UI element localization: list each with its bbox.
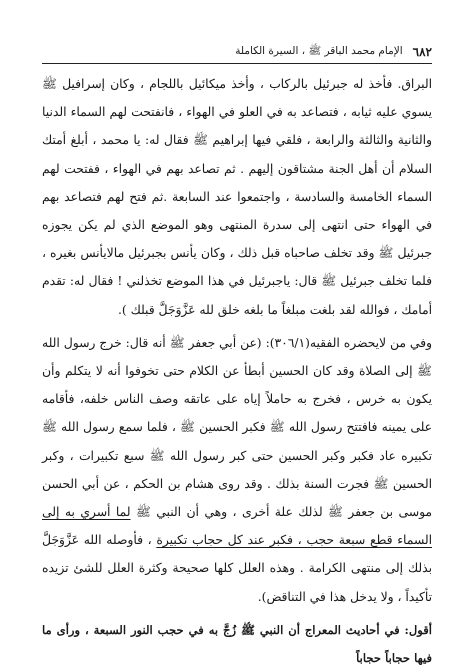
running-title: الإمام محمد الباقر ﷺ ، السيرة الكاملة	[235, 44, 403, 57]
page-number: ٦٨٢	[412, 45, 432, 59]
paragraph-isra-narration	[42, 70, 432, 324]
paragraph-faqih-narration	[42, 329, 432, 611]
paragraph-text-continued: ، فأوصله الله عَزَّوَجَلَّ بذلك إلى منتهى الكرامة . وهذه العلل كلها صحيحة وكثرة العلل للشئ تزيده تأكيداً ، ولا يدخل هذا في التناقض).	[42, 533, 432, 604]
paragraph-text: أقول: في أحاديث المعراج أن النبي ﷺ زُجَّ به في حجب النور السبعة ، ورأى ما فيها حجاباً حجاباً	[42, 622, 432, 666]
body-text	[42, 70, 432, 672]
paragraph-text: البراق. فأخذ له جبرئيل بالركاب ، وأخذ ميكائيل باللجام ، وكان إسرافيل ﷺ يسوي عليه ثيابه ، فتصاعد به في العلو في الهواء ، فانفتحت لهم السماء الدنيا والثانية والثالثة والرابعة ، فلقي فيها إبراهيم ﷺ فقال له: يا محمد ، أبلغ أمتك السلام أن أهل الجنة مشتاقون إليهم . ثم تصاعد بهم في الهواء ، ففتحت لهم السماء الخامسة والسادسة ، واجتمعوا عند السابعة .ثم فتح لهم فتصاعد بهم في الهواء حتى انتهى إلى سدرة المنتهى وهو الموضع الذي لم يكن يجوزه جبرئيل ﷺ وقد تخلف صاحباه قبل ذلك ، وكان يأنس بجبرئيل مالايأنس بغيره ، فلما تخلف جبرئيل ﷺ قال: ياجبرئيل في هذا الموضع تخذلني ! فقال له: تقدم أمامك ، فوالله لقد بلغت مبلغاً ما بلغه خلق لله عَزَّوَجَلَّ قبلك ).	[42, 77, 432, 317]
paragraph-text: وفي من لايحضره الفقيه(٣٠٦/١): (عن أبي جعفر ﷺ أنه قال: خرج رسول الله ﷺ إلى الصلاة وقد كان الحسين أبطأ عن الكلام حتى تخوفوا أنه لا يتكلم وأن يكون به خرس ، فخرج به حاملاً إياه على عاتقه وصف الناس خلفه، فأقامه على يمينه فافتتح رسول الله ﷺ فكبر الحسين ﷺ ، فلما سمع رسول الله ﷺ تكبيره عاد فكبر وكبر الحسين حتى كبر رسول الله ﷺ سبع تكبيرات ، وكبر الحسين ﷺ فجرت السنة بذلك . وقد روى هشام بن الحكم ، عن أبي الحسن موسى بن جعفر ﷺ لذلك علة أخرى ، وهي أن النبي ﷺ	[42, 335, 433, 520]
page-header	[42, 44, 432, 60]
paragraph-commentary	[42, 616, 432, 672]
header-divider	[42, 63, 432, 64]
underlined-phrase: لما أسري به إلى السماء قطع سبعة حجب ، فكبر عند كل حجاب تكبيرة	[42, 505, 432, 548]
